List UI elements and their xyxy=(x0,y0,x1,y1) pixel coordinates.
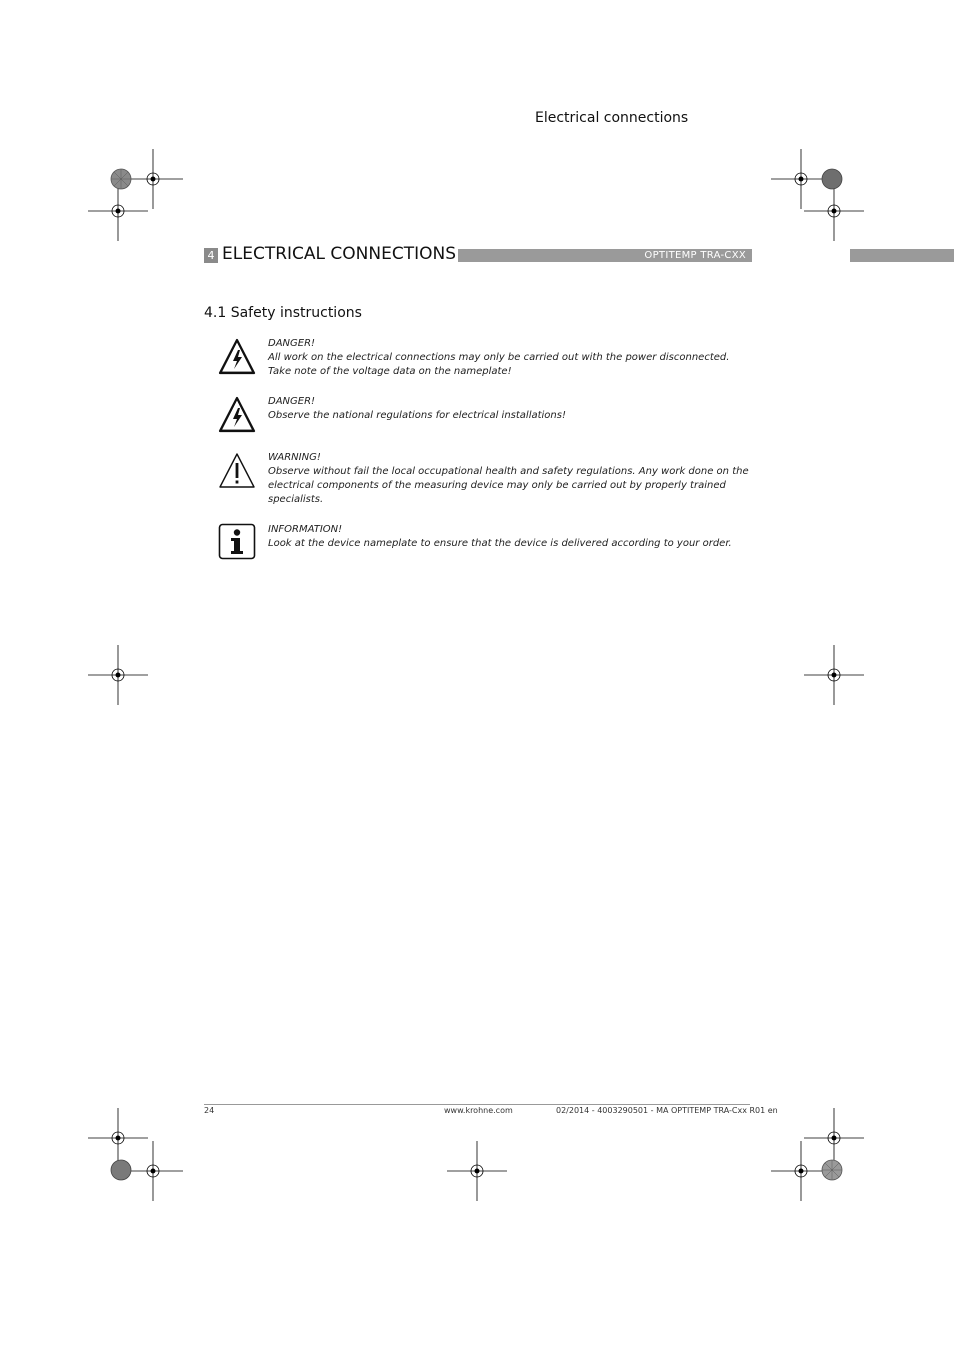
color-target-icon xyxy=(110,168,132,190)
note-body: Observe without fail the local occupational health and safety regulations. Any work done on the electrical components of the measuring device may only be carried out by properly trained specialists. xyxy=(268,466,749,505)
chapter-tab-marker xyxy=(850,249,954,262)
product-name: OPTITEMP TRA-CXX xyxy=(644,250,746,261)
information-icon xyxy=(218,523,256,561)
footer-document-reference: 02/2014 - 4003290501 - MA OPTITEMP TRA-Cxx R01 en xyxy=(556,1106,778,1115)
page-number: 24 xyxy=(204,1106,215,1115)
registration-mark-icon xyxy=(447,1141,507,1201)
note-label: WARNING! xyxy=(268,452,321,463)
danger-note-1 xyxy=(268,337,752,379)
exclamation-warning-icon xyxy=(218,452,256,490)
color-target-icon xyxy=(821,1159,843,1181)
registration-mark-icon xyxy=(123,1141,183,1201)
danger-note-2 xyxy=(268,395,752,423)
information-note xyxy=(268,523,752,551)
high-voltage-warning-icon xyxy=(218,338,256,376)
registration-mark-icon xyxy=(88,181,148,241)
note-label: DANGER! xyxy=(268,396,316,407)
color-target-icon xyxy=(110,1159,132,1181)
footer-website: www.krohne.com xyxy=(444,1106,513,1115)
note-body: Observe the national regulations for electrical installations! xyxy=(268,410,566,421)
running-header: Electrical connections xyxy=(535,110,689,126)
note-body: All work on the electrical connections may only be carried out with the power disconnected. Take note of the voltage data on the nameplate! xyxy=(268,352,730,377)
footer-rule xyxy=(204,1104,750,1105)
note-body: Look at the device nameplate to ensure that the device is delivered according to your order. xyxy=(268,538,732,549)
color-target-icon xyxy=(821,168,843,190)
chapter-bar xyxy=(458,249,752,262)
registration-mark-icon xyxy=(804,181,864,241)
note-label: INFORMATION! xyxy=(268,524,343,535)
chapter-title: ELECTRICAL CONNECTIONS xyxy=(222,244,456,264)
high-voltage-warning-icon xyxy=(218,396,256,434)
note-label: DANGER! xyxy=(268,338,316,349)
registration-mark-icon xyxy=(804,645,864,705)
section-heading: 4.1 Safety instructions xyxy=(204,305,362,321)
chapter-number: 4 xyxy=(204,248,218,263)
registration-mark-icon xyxy=(88,645,148,705)
warning-note xyxy=(268,451,752,507)
